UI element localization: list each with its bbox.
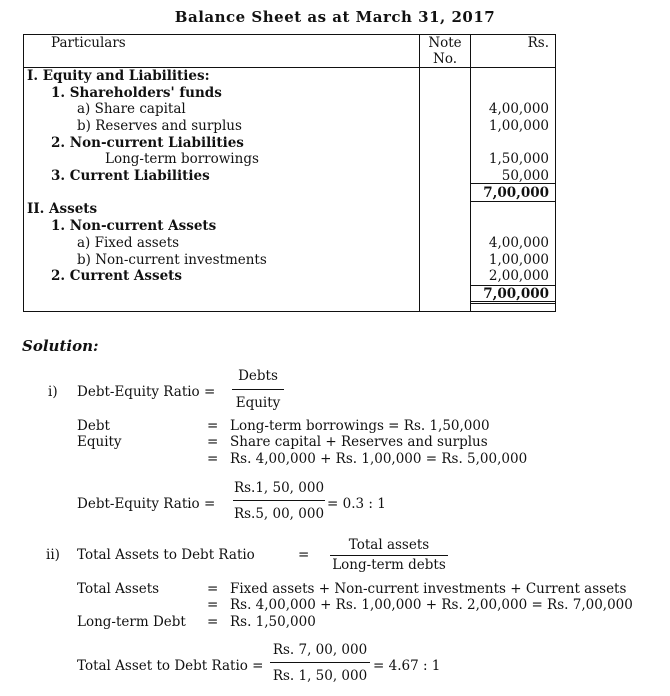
tad-ratio-label: Total Assets to Debt Ratio — [77, 547, 255, 563]
tad-equals: = — [298, 547, 310, 563]
long-term-debt-label: Long-term Debt — [77, 614, 186, 630]
solution-heading: Solution: — [22, 337, 99, 355]
long-term-debt-equals: = — [207, 614, 219, 630]
de2-numerator: Rs.1, 50, 000 — [233, 480, 325, 496]
equity-value-2: Rs. 4,00,000 + Rs. 1,00,000 = Rs. 5,00,000 — [230, 451, 528, 467]
value-noncurrent-investments: 1,00,000 — [488, 252, 549, 268]
total-liabilities: 7,00,000 — [483, 185, 549, 201]
page-title: Balance Sheet as at March 31, 2017 — [174, 8, 496, 26]
value-reserves: 1,00,000 — [488, 118, 549, 134]
tad2-label: Total Asset to Debt Ratio = — [77, 658, 264, 674]
row-noncurrent-investments: b) Non-current investments — [77, 252, 267, 268]
header-amount: Rs. — [527, 35, 549, 51]
row-noncurrent-assets: 1. Non-current Assets — [51, 218, 217, 234]
total-assets-value: Fixed assets + Non-current investments + Current assets — [230, 581, 627, 597]
debt-equals: = — [207, 418, 219, 434]
value-current-assets: 2,00,000 — [488, 268, 549, 284]
total-assets-equals: = — [207, 581, 219, 597]
tad2-numerator: Rs. 7, 00, 000 — [272, 642, 368, 658]
de-numerator: Debts — [238, 368, 278, 384]
total-assets-value-2: Rs. 4,00,000 + Rs. 1,00,000 + Rs. 2,00,000 = Rs. 7,00,000 — [230, 597, 633, 613]
value-fixed-assets: 4,00,000 — [488, 235, 549, 251]
value-long-term-borrowings: 1,50,000 — [488, 151, 549, 167]
row-current-liabilities: 3. Current Liabilities — [51, 168, 210, 184]
header-note: Note — [428, 35, 462, 51]
debt-label: Debt — [77, 418, 110, 434]
row-current-assets: 2. Current Assets — [51, 268, 183, 284]
part-i-label: i) — [48, 384, 58, 400]
equity-equals: = — [207, 434, 219, 450]
row-noncurrent-liabilities: 2. Non-current Liabilities — [51, 135, 244, 151]
de2-fraction-line — [233, 500, 325, 501]
de-fraction-line — [232, 389, 284, 390]
row-fixed-assets: a) Fixed assets — [77, 235, 180, 251]
debt-value: Long-term borrowings = Rs. 1,50,000 — [230, 418, 490, 434]
total-assets-label: Total Assets — [77, 581, 160, 597]
value-current-liabilities: 50,000 — [501, 168, 549, 184]
equity-equals-2: = — [207, 451, 219, 467]
tad2-fraction-line — [270, 662, 370, 663]
section-assets: II. Assets — [27, 201, 98, 217]
total-assets: 7,00,000 — [483, 286, 549, 302]
row-shareholders-funds: 1. Shareholders' funds — [51, 85, 222, 101]
equity-label: Equity — [77, 434, 122, 450]
tad2-denominator: Rs. 1, 50, 000 — [272, 668, 368, 684]
header-note-no: No. — [433, 51, 457, 67]
section-equity-liabilities: I. Equity and Liabilities: — [27, 68, 210, 84]
total-assets-equals-2: = — [207, 597, 219, 613]
row-long-term-borrowings: Long-term borrowings — [105, 151, 259, 167]
de-ratio-label-2: Debt-Equity Ratio = — [77, 496, 216, 512]
de-ratio-label: Debt-Equity Ratio = — [77, 384, 216, 400]
de-denominator: Equity — [235, 395, 281, 411]
equity-value: Share capital + Reserves and surplus — [230, 434, 488, 450]
tad-fraction-line — [330, 555, 448, 556]
part-ii-label: ii) — [46, 547, 60, 563]
de2-denominator: Rs.5, 00, 000 — [233, 506, 325, 522]
de2-result: = 0.3 : 1 — [327, 496, 386, 512]
tad-denominator: Long-term debts — [332, 557, 446, 573]
header-particulars: Particulars — [51, 35, 126, 51]
long-term-debt-value: Rs. 1,50,000 — [230, 614, 316, 630]
row-share-capital: a) Share capital — [77, 101, 186, 117]
row-reserves: b) Reserves and surplus — [77, 118, 242, 134]
value-share-capital: 4,00,000 — [488, 101, 549, 117]
tad-numerator: Total assets — [348, 537, 430, 553]
tad2-result: = 4.67 : 1 — [373, 658, 441, 674]
